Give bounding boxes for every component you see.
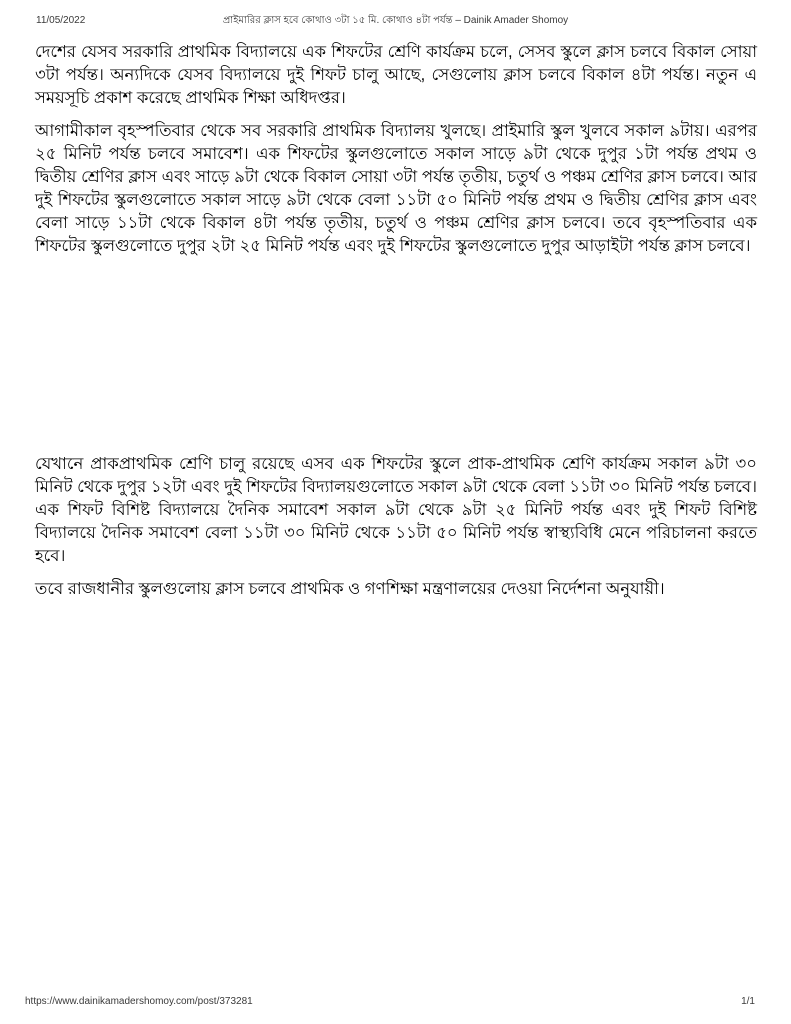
print-footer (25, 996, 755, 1007)
article-paragraph: যেখানে প্রাকপ্রাথমিক শ্রেণি চালু রয়েছে এসব এক শিফটের স্কুলে প্রাক-প্রাথমিক শ্রেণি কার্যক্রম সকাল ৯টা ৩০ মিনিট থেকে দুপুর ১২টা এবং দুই শিফটের বিদ্যালয়গুলোতে সকাল ৯টা থেকে বেলা ১১টা ৩০ মিনিট পর্যন্ত চলবে। এক শিফট বিশিষ্ট বিদ্যালয়ে দৈনিক সমাবেশ সকাল ৯টা থেকে ৯টা ২৫ মিনিট পর্যন্ত এবং দুই শিফট বিশিষ্ট বিদ্যালয়ে দৈনিক সমাবেশ বেলা ১১টা ৩০ মিনিট থেকে ১১টা ৫০ মিনিট পর্যন্ত স্বাস্থ্যবিধি মেনে পরিচালনা করতে হবে। (35, 455, 757, 565)
page-number: 1/1 (741, 996, 755, 1007)
article-paragraph: তবে রাজধানীর স্কুলগুলোয় ক্লাস চলবে প্রাথমিক ও গণশিক্ষা মন্ত্রণালয়ের দেওয়া নির্দেশনা অনুযায়ী। (35, 580, 665, 598)
article-body (35, 41, 757, 611)
source-url: https://www.dainikamadershomoy.com/post/373281 (25, 996, 253, 1007)
article-paragraph: আগামীকাল বৃহস্পতিবার থেকে সব সরকারি প্রাথমিক বিদ্যালয় খুলছে। প্রাইমারি স্কুল খুলবে সকাল ৯টায়। এরপর ২৫ মিনিট পর্যন্ত চলবে সমাবেশ। এক শিফটের স্কুলগুলোতে সকাল সাড়ে ৯টা থেকে দুপুর ১টা পর্যন্ত প্রথম ও দ্বিতীয় শ্রেণির ক্লাস এবং সাড়ে ৯টা থেকে বিকাল সোয়া ৩টা পর্যন্ত তৃতীয়, চতুর্থ ও পঞ্চম শ্রেণির ক্লাস চলবে। আর দুই শিফটের স্কুলগুলোতে সকাল সাড়ে ৯টা থেকে বেলা ১১টা ৫০ মিনিট পর্যন্ত প্রথম ও দ্বিতীয় শ্রেণির ক্লাস এবং বেলা সাড়ে ১১টা থেকে বিকাল ৪টা পর্যন্ত তৃতীয়, চতুর্থ ও পঞ্চম শ্রেণির ক্লাস চলবে। তবে বৃহস্পতিবার এক শিফটের স্কুলগুলোতে দুপুর ২টা ২৫ মিনিট পর্যন্ত এবং দুই শিফটের স্কুলগুলোতে দুপুর আড়াইটা পর্যন্ত ক্লাস চলবে। (35, 122, 757, 255)
document-title: প্রাইমারির ক্লাস হবে কোথাও ৩টা ১৫ মি. কোথাও ৪টা পর্যন্ত – Dainik Amader Shomoy (222, 15, 569, 26)
print-date: 11/05/2022 (36, 15, 86, 26)
print-header (36, 13, 755, 30)
article-paragraph: দেশের যেসব সরকারি প্রাথমিক বিদ্যালয়ে এক শিফটের শ্রেণি কার্যক্রম চলে, সেসব স্কুলে ক্লাস চলবে বিকাল সোয়া ৩টা পর্যন্ত। অন্যদিকে যেসব বিদ্যালয়ে দুই শিফট চালু আছে, সেগুলোয় ক্লাস চলবে বিকাল ৪টা পর্যন্ত। নতুন এ সময়সূচি প্রকাশ করেছে প্রাথমিক শিক্ষা অধিদপ্তর। (35, 43, 757, 107)
